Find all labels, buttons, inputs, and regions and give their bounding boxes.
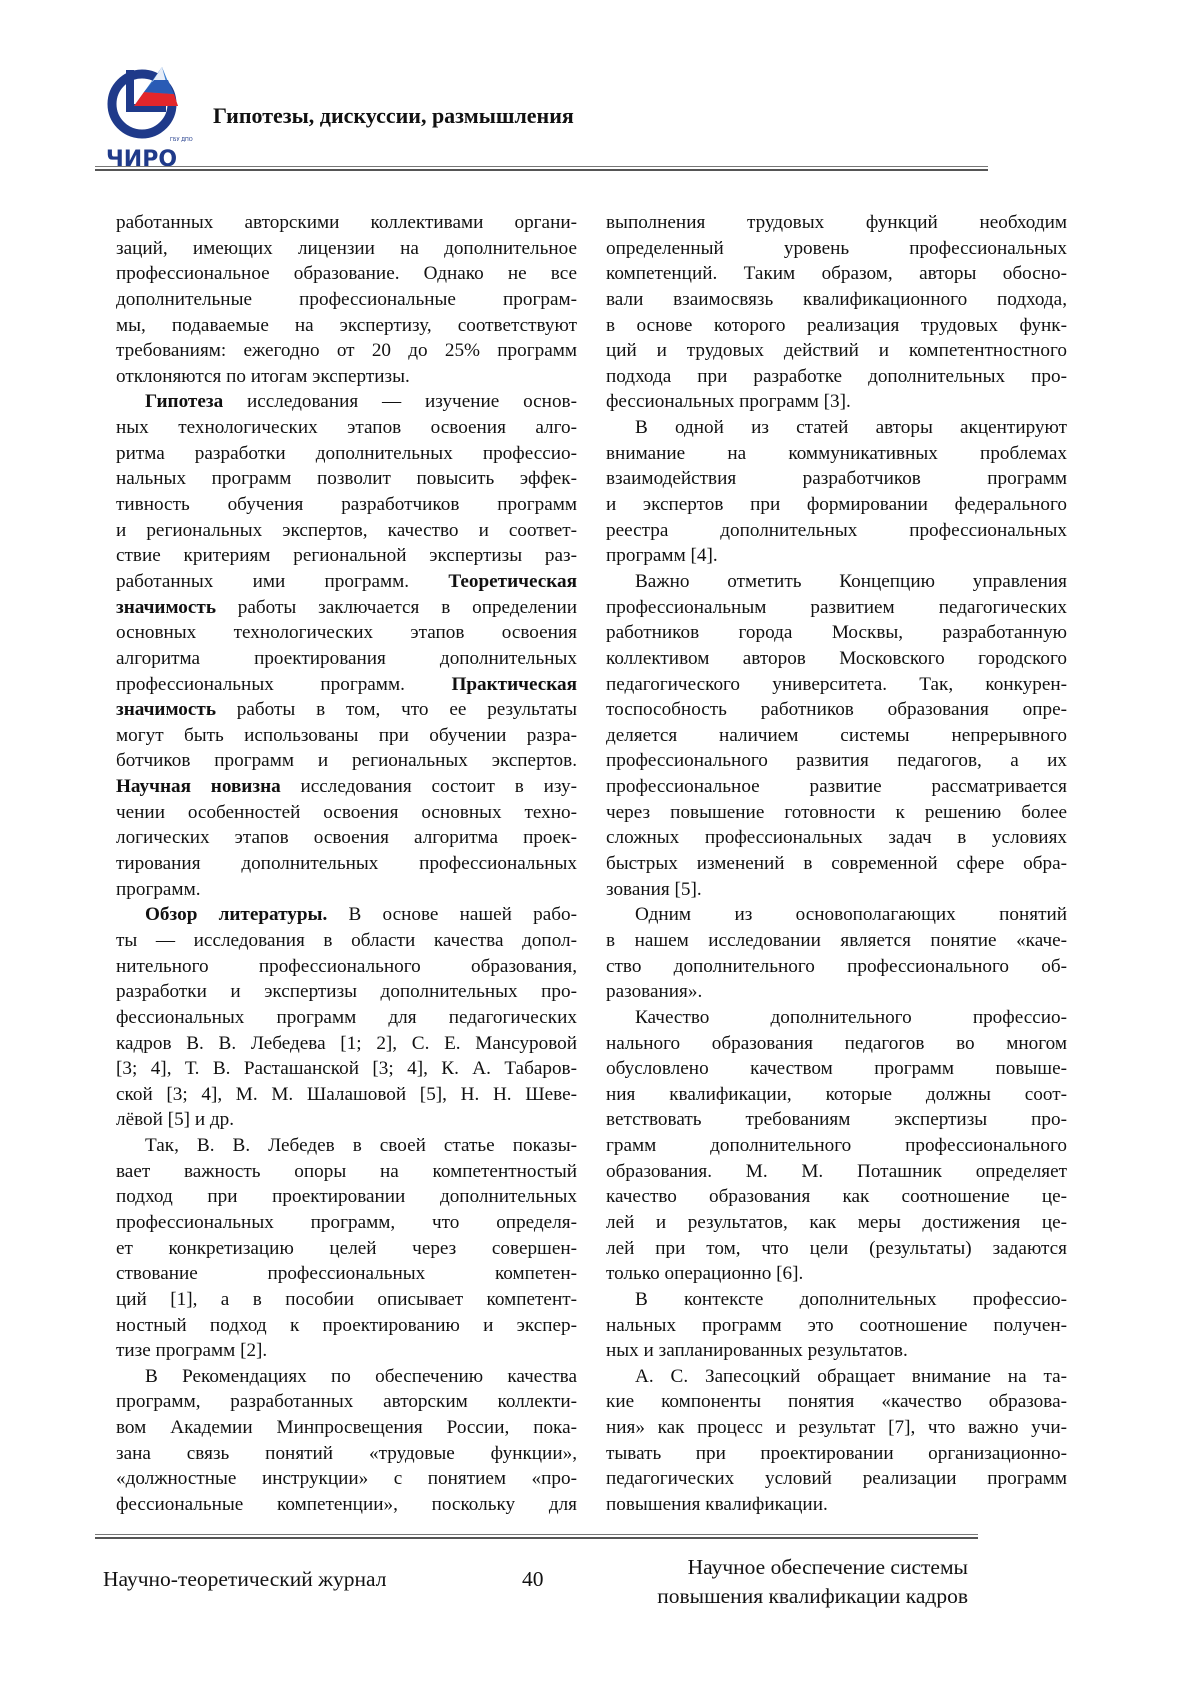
text-line: обусловлено качеством программ повыше- [606, 1056, 1067, 1082]
text-line: профессиональным развитием педагогических [606, 595, 1067, 621]
bold-term: Обзор литературы. [145, 904, 327, 925]
text-line: профессиональных программ, что определя- [116, 1210, 577, 1236]
paragraph [116, 389, 577, 902]
text-line: определенный уровень профессиональных [606, 236, 1067, 262]
text-line: разования». [606, 979, 1067, 1005]
text-line: мы, подаваемые на экспертизу, соответствуют [116, 313, 577, 339]
text-line: ствование профессиональных компетен- [116, 1261, 577, 1287]
footer-divider [95, 1534, 978, 1539]
text-line: логических этапов освоения алгоритма проек- [116, 825, 577, 851]
text-line: ния» как процесс и результат [7], что важно учи- [606, 1415, 1067, 1441]
footer-journal: Научно-теоретический журнал [103, 1567, 386, 1592]
text-line: ностный подход к проектированию и экспер- [116, 1313, 577, 1339]
text-line: Так, В. В. Лебедев в своей статье показы- [116, 1133, 577, 1159]
text-line: ство дополнительного профессионального об- [606, 954, 1067, 980]
text-line: ных и запланированных результатов. [606, 1338, 1067, 1364]
text-line [116, 672, 577, 698]
header-divider [95, 166, 988, 171]
text-line: фессиональных программ [3]. [606, 389, 1067, 415]
text-line: взаимодействия разработчиков программ [606, 466, 1067, 492]
text-line [116, 697, 577, 723]
bold-term: значимость [116, 699, 216, 720]
text-line: подход при проектировании дополнительных [116, 1184, 577, 1210]
text-line: внимание на коммуникативных проблемах [606, 441, 1067, 467]
text-line: Одним из основополагающих понятий [606, 902, 1067, 928]
text-line: тывать при проектировании организационно- [606, 1441, 1067, 1467]
text-line: тирования дополнительных профессиональных [116, 851, 577, 877]
text-line: и региональных экспертов, качество и соответ- [116, 518, 577, 544]
text-line: выполнения трудовых функций необходим [606, 210, 1067, 236]
text-line: профессиональное развитие рассматривается [606, 774, 1067, 800]
text-line: основных технологических этапов освоения [116, 620, 577, 646]
bold-term: Теоретическая [448, 571, 577, 592]
text-line: ботчиков программ и региональных экспертов. [116, 748, 577, 774]
text-line: Качество дополнительного профессио- [606, 1005, 1067, 1031]
text-line [116, 902, 577, 928]
line-text: работы заключается в определении [216, 597, 577, 618]
paragraph [606, 1005, 1067, 1287]
text-line: ветствовать требованиям экспертизы про- [606, 1107, 1067, 1133]
text-line: нальных программ это соотношение получен- [606, 1313, 1067, 1339]
text-line: фессиональные компетенции», поскольку для [116, 1492, 577, 1518]
paragraph [606, 569, 1067, 902]
text-line: отклоняются по итогам экспертизы. [116, 364, 577, 390]
text-line [116, 389, 577, 415]
text-line: ты — исследования в области качества допол- [116, 928, 577, 954]
text-line: лей и результатов, как меры достижения це- [606, 1210, 1067, 1236]
text-line: нительного профессионального образования, [116, 954, 577, 980]
text-line: сложных профессиональных задач в условиях [606, 825, 1067, 851]
text-line: повышения квалификации. [606, 1492, 1067, 1518]
paragraph [116, 902, 577, 1133]
text-line: вали взаимосвязь квалификационного подхода, [606, 287, 1067, 313]
line-text: исследования — изучение основ- [223, 391, 577, 412]
section-title: Гипотезы, дискуссии, размышления [213, 103, 574, 129]
text-line: нального образования педагогов во многом [606, 1031, 1067, 1057]
text-line: дополнительные профессиональные програм- [116, 287, 577, 313]
text-line: тивность обучения разработчиков программ [116, 492, 577, 518]
text-line [116, 774, 577, 800]
text-line: кие компоненты понятия «качество образова- [606, 1389, 1067, 1415]
paragraph [606, 1364, 1067, 1518]
text-line: педагогических условий реализации программ [606, 1466, 1067, 1492]
text-line: работников города Москвы, разработанную [606, 620, 1067, 646]
text-line: тоспособность работников образования опре- [606, 697, 1067, 723]
text-line: фессиональных программ для педагогических [116, 1005, 577, 1031]
text-line [116, 569, 577, 595]
text-line: «должностные инструкции» с понятием «про- [116, 1466, 577, 1492]
text-line: А. С. Запесоцкий обращает внимание на та- [606, 1364, 1067, 1390]
text-line: ния квалификации, которые должны соот- [606, 1082, 1067, 1108]
text-line: могут быть использованы при обучении разра- [116, 723, 577, 749]
text-line: компетенций. Таким образом, авторы обосно- [606, 261, 1067, 287]
text-line: реестра дополнительных профессиональных [606, 518, 1067, 544]
footer-title-line: повышения квалификации кадров [657, 1582, 968, 1611]
text-line: Важно отметить Концепцию управления [606, 569, 1067, 595]
text-line: ствие критериям региональной экспертизы раз- [116, 543, 577, 569]
text-line: алгоритма проектирования дополнительных [116, 646, 577, 672]
text-line: в нашем исследовании является понятие «каче- [606, 928, 1067, 954]
text-line: ных технологических этапов освоения алго- [116, 415, 577, 441]
paragraph [116, 1364, 577, 1518]
text-line: в основе которого реализация трудовых функ- [606, 313, 1067, 339]
text-line: чении особенностей освоения основных техно- [116, 800, 577, 826]
text-line: зования [5]. [606, 877, 1067, 903]
bold-term: Гипотеза [145, 391, 223, 412]
text-line: ций [1], а в пособии описывает компетент- [116, 1287, 577, 1313]
text-line: быстрых изменений в современной сфере обра- [606, 851, 1067, 877]
text-line: профессиональное образование. Однако не все [116, 261, 577, 287]
line-text: исследования состоит в изу- [281, 776, 577, 797]
text-line: [3; 4], Т. В. Расташанской [3; 4], К. А. Табаров- [116, 1056, 577, 1082]
text-line: нальных программ позволит повысить эффек- [116, 466, 577, 492]
bold-term: значимость [116, 597, 216, 618]
text-line: В Рекомендациях по обеспечению качества [116, 1364, 577, 1390]
paragraph [116, 1133, 577, 1364]
page-number: 40 [522, 1567, 544, 1592]
text-line: В одной из статей авторы акцентируют [606, 415, 1067, 441]
text-line: разработки и экспертизы дополнительных про- [116, 979, 577, 1005]
text-line: ритма разработки дополнительных профессио- [116, 441, 577, 467]
line-text: В основе нашей рабо- [327, 904, 577, 925]
text-line: педагогического университета. Так, конкурен- [606, 672, 1067, 698]
text-line: работанных авторскими коллективами органи- [116, 210, 577, 236]
text-line: профессионального развития педагогов, а их [606, 748, 1067, 774]
text-line: только операционно [6]. [606, 1261, 1067, 1287]
text-line: программ. [116, 877, 577, 903]
text-line: коллективом авторов Московского городского [606, 646, 1067, 672]
line-text: работы в том, что ее результаты [216, 699, 577, 720]
text-line: зана связь понятий «трудовые функции», [116, 1441, 577, 1467]
paragraph [606, 902, 1067, 1005]
footer-journal-title [657, 1553, 968, 1611]
text-line: требованиям: ежегодно от 20 до 25% программ [116, 338, 577, 364]
text-line: грамм дополнительного профессионального [606, 1133, 1067, 1159]
text-line: лей при том, что цели (результаты) задаются [606, 1236, 1067, 1262]
text-line: программ [4]. [606, 543, 1067, 569]
paragraph [606, 1287, 1067, 1364]
text-line: программ, разработанных авторским коллекти- [116, 1389, 577, 1415]
text-line: ет конкретизацию целей через совершен- [116, 1236, 577, 1262]
text-line: вом Академии Минпросвещения России, пока- [116, 1415, 577, 1441]
left-column [116, 210, 577, 1518]
logo-text: ЧИРО [106, 147, 177, 172]
chiro-logo [104, 62, 194, 172]
line-text: профессиональных программ. [116, 674, 451, 695]
right-column [606, 210, 1067, 1518]
text-line: лёвой [5] и др. [116, 1107, 577, 1133]
text-line: вает важность опоры на компетентностый [116, 1159, 577, 1185]
text-line: тизе программ [2]. [116, 1338, 577, 1364]
bold-term: Научная новизна [116, 776, 281, 797]
text-line [116, 595, 577, 621]
paragraph [606, 210, 1067, 415]
text-line: В контексте дополнительных профессио- [606, 1287, 1067, 1313]
footer-title-line: Научное обеспечение системы [657, 1553, 968, 1582]
text-line: через повышение готовности к решению более [606, 800, 1067, 826]
text-line: ской [3; 4], М. М. Шалашовой [5], Н. Н. Шеве- [116, 1082, 577, 1108]
text-line: подхода при разработке дополнительных про- [606, 364, 1067, 390]
paragraph [116, 210, 577, 389]
text-line: и экспертов при формировании федерального [606, 492, 1067, 518]
text-line: качество образования как соотношение це- [606, 1184, 1067, 1210]
line-text: работанных ими программ. [116, 571, 448, 592]
bold-term: Практическая [451, 674, 577, 695]
logo-subtext: ГБУ ДПО [170, 137, 193, 143]
text-line: образования. М. М. Поташник определяет [606, 1159, 1067, 1185]
paragraph [606, 415, 1067, 569]
text-line: кадров В. В. Лебедева [1; 2], С. Е. Мансуровой [116, 1031, 577, 1057]
text-line: ций и трудовых действий и компетентностного [606, 338, 1067, 364]
text-line: заций, имеющих лицензии на дополнительное [116, 236, 577, 262]
text-line: деляется наличием системы непрерывного [606, 723, 1067, 749]
